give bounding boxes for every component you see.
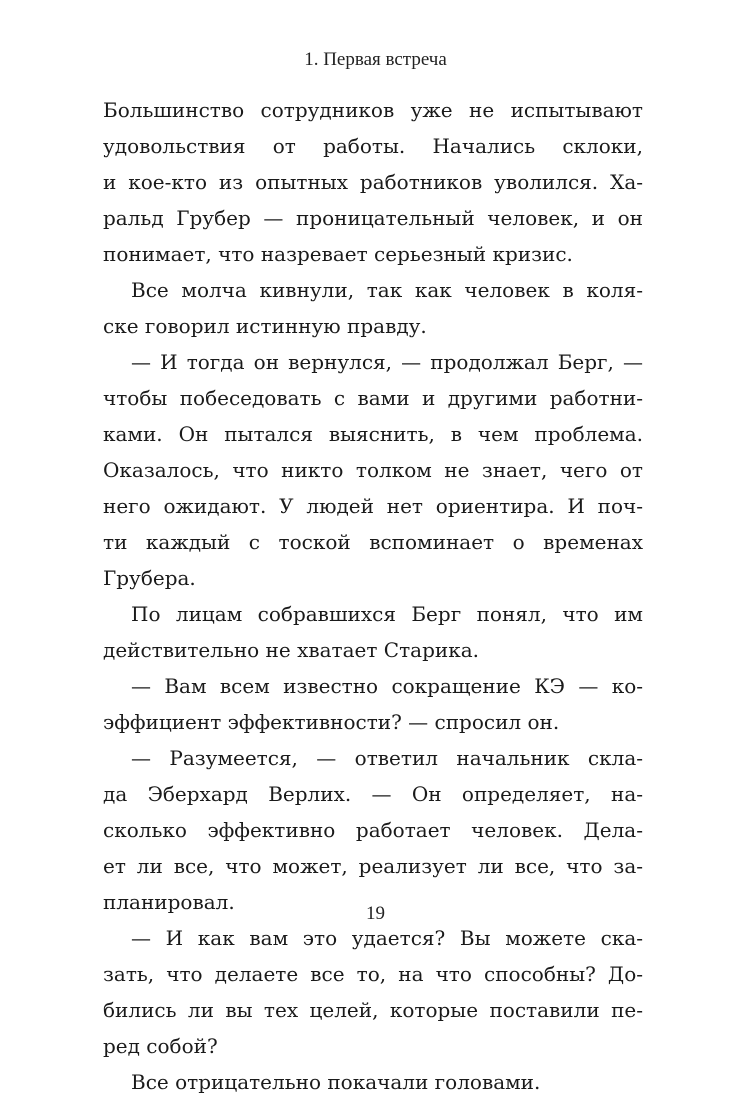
body-text: [103, 92, 643, 1100]
text-line: чтобы побеседовать с вами и другими работни-: [103, 386, 643, 410]
text-line: ти каждый с тоской вспоминает о временах: [103, 530, 643, 554]
text-line: и кое-кто из опытных работников уволился. Ха-: [103, 170, 643, 194]
text-line: ске говорил истинную правду.: [103, 314, 427, 338]
paragraph: [103, 920, 643, 1064]
paragraph: [103, 272, 643, 344]
text-line: эффициент эффективности? — спросил он.: [103, 710, 560, 734]
text-line: Большинство сотрудников уже не испытывают: [103, 98, 643, 122]
text-line: Оказалось, что никто толком не знает, чего от: [103, 458, 643, 482]
text-line: понимает, что назревает серьезный кризис.: [103, 242, 573, 266]
running-head: 1. Первая встреча: [304, 49, 447, 70]
text-line: бились ли вы тех целей, которые поставили пе-: [103, 998, 643, 1022]
paragraph: [103, 92, 643, 272]
text-line: него ожидают. У людей нет ориентира. И поч-: [103, 494, 643, 518]
text-line: Все молча кивнули, так как человек в коля-: [131, 278, 643, 302]
text-line: зать, что делаете все то, на что способны? До-: [103, 962, 643, 986]
text-line: — И тогда он вернулся, — продолжал Берг, —: [131, 350, 643, 374]
text-line: планировал.: [103, 890, 235, 914]
text-line: — Разумеется, — ответил начальник скла-: [131, 746, 643, 770]
text-line: — Вам всем известно сокращение КЭ — ко-: [131, 674, 643, 698]
text-line: ками. Он пытался выяснить, в чем проблема.: [103, 422, 643, 446]
text-line: Грубера.: [103, 566, 196, 590]
paragraph: [103, 596, 643, 668]
text-line: действительно не хватает Старика.: [103, 638, 479, 662]
text-line: ет ли все, что может, реализует ли все, что за-: [103, 854, 643, 878]
paragraph: [103, 1064, 643, 1100]
text-line: ред собой?: [103, 1034, 218, 1058]
text-line: По лицам собравшихся Берг понял, что им: [131, 602, 643, 626]
paragraph: [103, 740, 643, 920]
paragraph: [103, 344, 643, 596]
text-line: да Эберхард Верлих. — Он определяет, на-: [103, 782, 643, 806]
text-line: удовольствия от работы. Начались склоки,: [103, 134, 643, 158]
text-line: сколько эффективно работает человек. Дела-: [103, 818, 643, 842]
text-line: — И как вам это удается? Вы можете ска-: [131, 926, 643, 950]
page-number: 19: [366, 903, 385, 924]
paragraph: [103, 668, 643, 740]
text-line: Все отрицательно покачали головами.: [131, 1070, 541, 1094]
text-line: ральд Грубер — проницательный человек, и он: [103, 206, 643, 230]
